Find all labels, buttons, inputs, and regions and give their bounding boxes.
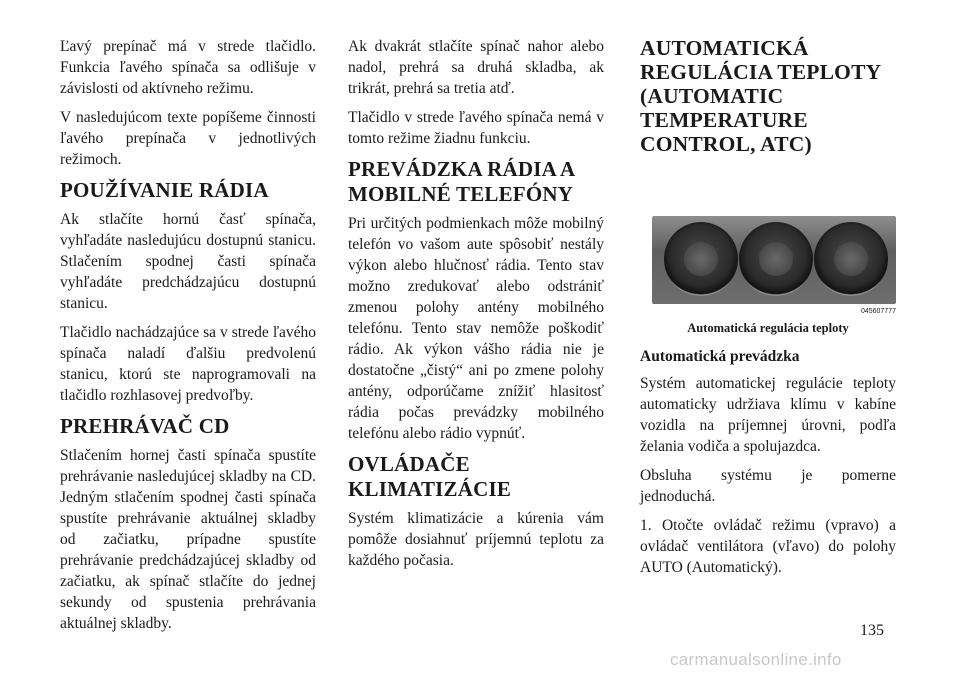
column-1 xyxy=(60,36,316,642)
paragraph: Ľavý prepínač má v strede tlačidlo. Funkcia ľavého spínača sa odlišuje v závislosti od aktívneho režimu. xyxy=(60,38,316,97)
figure-caption: Automatická regulácia teploty xyxy=(687,321,849,335)
paragraph: Systém automatickej regulácie teploty automaticky udržiava klímu v kabíne vozidla na príjemnej úrovni, podľa želania vodiča a spolujazdca. xyxy=(640,375,896,455)
paragraph: Tlačidlo nachádzajúce sa v strede ľavého spínača naladí ďalšiu predvolenú stanicu, ktorú ste naprogramovali na tlačidlo rozhlasovej predvoľby. xyxy=(60,324,316,404)
paragraph: Obsluha systému je pomerne jednoduchá. xyxy=(640,467,896,505)
fan-knob-image xyxy=(664,222,738,296)
paragraph: 1. Otočte ovládač režimu (vpravo) a ovládač ventilátora (vľavo) do polohy AUTO (Automatický). xyxy=(640,517,896,576)
paragraph: Pri určitých podmienkach môže mobilný telefón vo vašom aute spôsobiť nestály výkon alebo hlučnosť rádia. Tento stav možno zredukovať alebo odstrániť zmenou polohy antény mobilného telefónu. Tento stav nemôže poškodiť rádio. Ak výkon vášho rádia nie je dostatočne „čistý“ ani po zmene polohy antény, odporúčame znížiť hlasitosť rádia počas prevádzky mobilného telefónu alebo rádio vypnúť. xyxy=(348,215,604,442)
heading-phone: PREVÁDZKA RÁDIA A MOBILNÉ TELEFÓNY xyxy=(348,157,575,206)
figure-code: 045607777 xyxy=(860,308,896,315)
mode-knob-image xyxy=(814,222,888,296)
page-number: 135 xyxy=(860,622,884,639)
climate-panel-image xyxy=(652,216,896,304)
column-2 xyxy=(348,36,604,579)
paragraph: Ak dvakrát stlačíte spínač nahor alebo nadol, prehrá sa druhá skladba, ak trikrát, prehrá sa tretia atď. xyxy=(348,38,604,97)
paragraph: Stlačením hornej časti spínača spustíte prehrávanie nasledujúcej skladby na CD. Jedným stlačením spodnej časti spínača spustíte prehrávanie aktuálnej skladby od začiatku, prípadne spustíte prehrávanie predchádzajúcej skladby od začiatku, ak spínač stlačíte do jednej sekundy od spustenia prehrávania aktuálnej skladby. xyxy=(60,447,316,632)
heading-climate: OVLÁDAČE KLIMATIZÁCIE xyxy=(348,452,512,501)
paragraph: Systém klimatizácie a kúrenia vám pomôže dosiahnuť príjemnú teplotu za každého počasia. xyxy=(348,510,604,569)
heading-atc: AUTOMATICKÁ REGULÁCIA TEPLOTY (AUTOMATIC TEMPERATURE CONTROL, ATC) xyxy=(640,36,881,156)
paragraph: Tlačidlo v strede ľavého spínača nemá v tomto režime žiadnu funkciu. xyxy=(348,109,604,147)
paragraph: V nasledujúcom texte popíšeme činnosti ľavého prepínača v jednotlivých režimoch. xyxy=(60,109,316,168)
subheading-auto: Automatická prevádzka xyxy=(640,348,800,365)
heading-cd: PREHRÁVAČ CD xyxy=(60,414,230,438)
climate-panel-figure xyxy=(652,216,896,315)
column-3 xyxy=(640,36,896,586)
paragraph: Ak stlačíte hornú časť spínača, vyhľadáte nasledujúcu dostupnú stanicu. Stlačením spodnej časti spínača vyhľadáte predchádzajúcu dostupnú stanicu. xyxy=(60,211,316,312)
heading-radio: POUŽÍVANIE RÁDIA xyxy=(60,178,269,202)
ac-knob-image xyxy=(739,222,813,296)
watermark: carmanualsonline.info xyxy=(670,650,842,669)
